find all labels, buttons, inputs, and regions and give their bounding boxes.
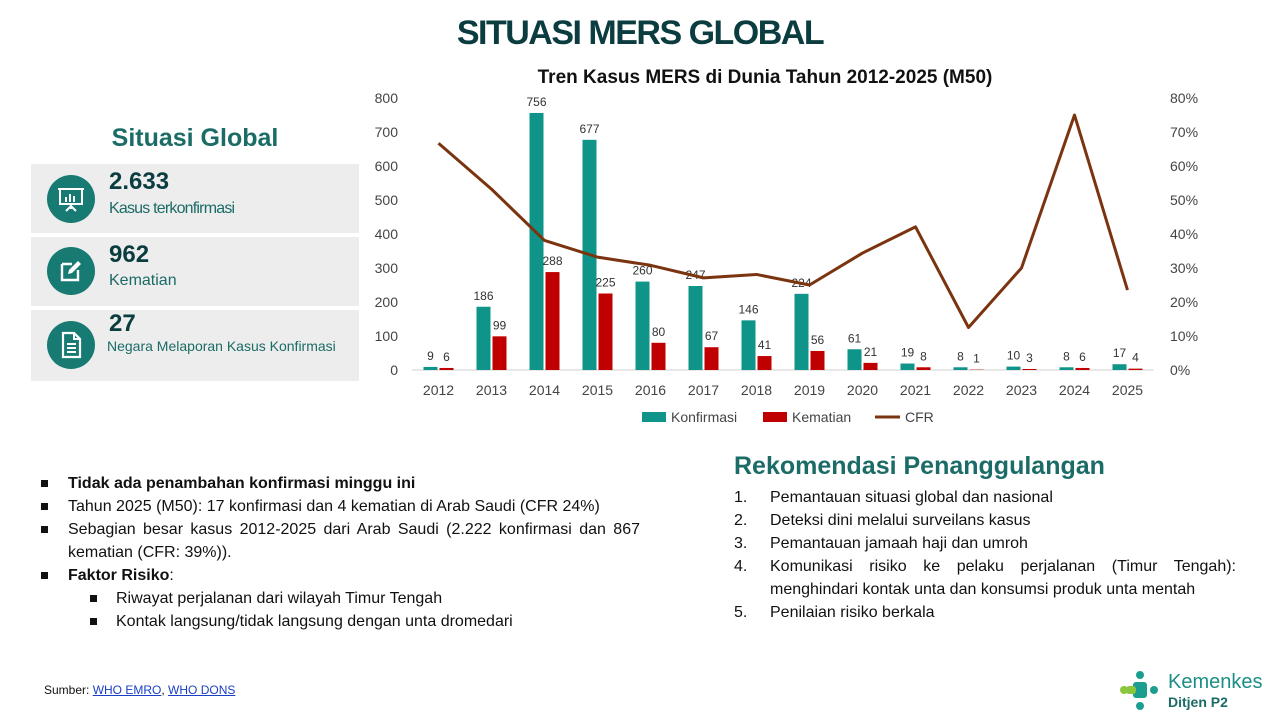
bar-kematian — [705, 347, 719, 370]
legend-swatch-kematian — [763, 412, 787, 422]
data-label-konfirmasi: 17 — [1112, 346, 1127, 361]
y2-axis-tick-label: 10% — [1170, 328, 1199, 344]
data-label-konfirmasi: 8 — [1063, 349, 1070, 364]
x-axis-tick-label: 2022 — [952, 382, 985, 398]
recommendations-list — [734, 486, 1236, 624]
bar-kematian — [1023, 369, 1037, 370]
recommendation-item — [734, 509, 1236, 532]
bar-konfirmasi — [795, 294, 809, 370]
data-label-konfirmasi: 186 — [473, 288, 494, 303]
recommendation-text: Komunikasi risiko ke pelaku perjalanan (Timur Tengah): menghindari kontak unta dan konsumsi produk unta mentah — [770, 558, 1236, 598]
data-label-kematian: 80 — [651, 324, 666, 339]
recommendation-text: Penilaian risiko berkala — [770, 604, 935, 621]
recommendation-item — [734, 486, 1236, 509]
y-axis-tick-label: 200 — [374, 294, 398, 310]
recommendation-text: Deteksi dini melalui surveilans kasus — [770, 512, 1031, 529]
x-axis-tick-label: 2020 — [846, 382, 879, 398]
bar-konfirmasi — [689, 286, 703, 370]
bar-konfirmasi — [636, 282, 650, 370]
bar-kematian — [1076, 368, 1090, 370]
page-title: SITUASI MERS GLOBAL — [456, 14, 824, 52]
y2-axis-tick-label: 60% — [1170, 158, 1199, 174]
bar-konfirmasi — [901, 364, 915, 370]
stat-card-countries — [31, 310, 359, 381]
bar-kematian — [493, 336, 507, 370]
y2-axis-tick-label: 40% — [1170, 226, 1199, 242]
data-label-konfirmasi: 756 — [526, 94, 547, 109]
edit-pen-icon — [47, 247, 95, 295]
stat-value-deaths: 962 — [109, 241, 150, 268]
kemenkes-logo — [1116, 668, 1276, 714]
data-label-konfirmasi: 260 — [632, 263, 653, 278]
stat-label-deaths: Kematian — [109, 272, 177, 289]
recommendation-number: 1. — [734, 489, 748, 506]
data-label-konfirmasi: 10 — [1006, 348, 1021, 363]
chart-title: Tren Kasus MERS di Dunia Tahun 2012-2025 (M50) — [537, 67, 993, 88]
bar-konfirmasi — [848, 349, 862, 370]
bullet-saudi-cases: Sebagian besar kasus 2012-2025 dari Arab Saudi (2.222 konfirmasi dan 867 kematian (CFR: 39%)). — [40, 518, 640, 564]
recommendation-number: 5. — [734, 604, 748, 621]
stat-label-countries: Negara Melaporan Kasus Konfirmasi — [107, 338, 336, 354]
source-separator: , — [161, 683, 169, 697]
bar-konfirmasi — [1007, 367, 1021, 370]
data-label-konfirmasi: 247 — [685, 268, 706, 283]
bar-kematian — [758, 356, 772, 370]
recommendation-item — [734, 601, 1236, 624]
recommendation-number: 4. — [734, 558, 748, 575]
key-points-list — [40, 472, 640, 633]
stat-card-deaths — [31, 237, 359, 306]
x-axis-tick-label: 2025 — [1111, 382, 1144, 398]
bar-konfirmasi — [1060, 367, 1074, 370]
data-label-kematian: 21 — [863, 344, 878, 359]
legend-swatch-konfirmasi — [642, 412, 666, 422]
source-link-who-dons[interactable]: WHO DONS — [168, 683, 236, 697]
bar-kematian — [917, 367, 931, 370]
bar-kematian — [546, 272, 560, 370]
data-label-kematian: 8 — [920, 349, 927, 364]
y-axis-tick-label: 100 — [374, 328, 398, 344]
x-axis-tick-label: 2016 — [634, 382, 667, 398]
data-label-kematian: 56 — [810, 332, 825, 347]
recommendation-number: 3. — [734, 535, 748, 552]
bar-kematian — [652, 343, 666, 370]
presentation-chart-icon — [47, 175, 95, 223]
risk-factors-label: Faktor Risiko — [68, 567, 170, 584]
y-axis-tick-label: 0 — [390, 362, 398, 378]
logo-subtitle: Ditjen P2 — [1168, 694, 1228, 710]
recommendation-text: Pemantauan jamaah haji dan umroh — [770, 535, 1028, 552]
x-axis-tick-label: 2018 — [740, 382, 773, 398]
recommendations-heading: Rekomendasi Penanggulangan — [734, 452, 1105, 480]
bullet-no-new-cases: Tidak ada penambahan konfirmasi minggu ini — [40, 472, 640, 495]
x-axis-tick-label: 2021 — [899, 382, 932, 398]
data-label-konfirmasi: 9 — [427, 348, 434, 363]
bar-kematian — [599, 294, 613, 371]
stat-card-confirmed — [31, 164, 359, 233]
bar-kematian — [864, 363, 878, 370]
kemenkes-logo-mark-icon — [1116, 668, 1162, 714]
bar-kematian — [1129, 369, 1143, 370]
sub-bullet-camel-contact: Kontak langsung/tidak langsung dengan unta dromedari — [40, 610, 640, 633]
recommendation-item — [734, 532, 1236, 555]
document-icon — [47, 321, 95, 369]
risk-factors-colon: : — [169, 567, 174, 584]
data-label-kematian: 6 — [443, 349, 450, 364]
bar-konfirmasi — [954, 367, 968, 370]
recommendation-item — [734, 555, 1236, 601]
recommendation-number: 2. — [734, 512, 748, 529]
x-axis-tick-label: 2024 — [1058, 382, 1091, 398]
x-axis-tick-label: 2013 — [475, 382, 508, 398]
x-axis-tick-label: 2014 — [528, 382, 561, 398]
logo-name: Kemenkes — [1168, 671, 1263, 693]
source-line — [44, 683, 235, 697]
y-axis-tick-label: 500 — [374, 192, 398, 208]
bar-konfirmasi — [742, 320, 756, 370]
stat-value-confirmed: 2.633 — [109, 168, 170, 195]
source-label: Sumber: — [44, 683, 93, 697]
data-label-kematian: 6 — [1079, 349, 1086, 364]
bar-kematian — [440, 368, 454, 370]
stat-label-confirmed: Kasus terkonfirmasi — [109, 200, 235, 217]
y2-axis-tick-label: 70% — [1170, 124, 1199, 140]
data-label-kematian: 41 — [757, 338, 772, 353]
data-label-konfirmasi: 146 — [738, 302, 759, 317]
data-label-kematian: 3 — [1026, 350, 1033, 365]
y-axis-tick-label: 700 — [374, 124, 398, 140]
data-label-kematian: 225 — [595, 275, 616, 290]
y-axis-tick-label: 600 — [374, 158, 398, 174]
data-label-konfirmasi: 677 — [579, 121, 600, 136]
data-label-konfirmasi: 224 — [791, 275, 812, 290]
y2-axis-tick-label: 50% — [1170, 192, 1199, 208]
y2-axis-tick-label: 0% — [1170, 362, 1191, 378]
stat-value-countries: 27 — [109, 310, 136, 337]
bar-konfirmasi — [530, 113, 544, 370]
y2-axis-tick-label: 80% — [1170, 90, 1199, 106]
data-label-kematian: 67 — [704, 329, 719, 344]
situasi-global-heading: Situasi Global — [111, 124, 279, 152]
data-label-konfirmasi: 61 — [847, 331, 862, 346]
legend-label-konfirmasi: Konfirmasi — [671, 409, 738, 425]
data-label-kematian: 4 — [1132, 350, 1139, 365]
data-label-konfirmasi: 19 — [900, 345, 915, 360]
bar-konfirmasi — [1113, 364, 1127, 370]
legend-label-cfr: CFR — [905, 409, 934, 425]
mers-trend-chart — [360, 86, 1199, 436]
y2-axis-tick-label: 20% — [1170, 294, 1199, 310]
recommendation-text: Pemantauan situasi global dan nasional — [770, 489, 1053, 506]
data-label-konfirmasi: 8 — [957, 349, 964, 364]
data-label-kematian: 1 — [973, 351, 980, 366]
data-label-kematian: 99 — [492, 318, 507, 333]
source-link-who-emro[interactable]: WHO EMRO — [92, 683, 162, 697]
legend-label-kematian: Kematian — [792, 409, 852, 425]
x-axis-tick-label: 2012 — [422, 382, 455, 398]
sub-bullet-travel: Riwayat perjalanan dari wilayah Timur Tengah — [40, 587, 640, 610]
x-axis-tick-label: 2023 — [1005, 382, 1038, 398]
bar-konfirmasi — [477, 307, 491, 370]
x-axis-tick-label: 2017 — [687, 382, 720, 398]
data-label-kematian: 288 — [542, 254, 563, 269]
y-axis-tick-label: 800 — [374, 90, 398, 106]
x-axis-tick-label: 2019 — [793, 382, 826, 398]
y-axis-tick-label: 300 — [374, 260, 398, 276]
bullet-2025-cases: Tahun 2025 (M50): 17 konfirmasi dan 4 kematian di Arab Saudi (CFR 24%) — [40, 495, 640, 518]
y2-axis-tick-label: 30% — [1170, 260, 1199, 276]
bar-konfirmasi — [424, 367, 438, 370]
x-axis-tick-label: 2015 — [581, 382, 614, 398]
bar-kematian — [811, 351, 825, 370]
bullet-risk-factors — [40, 564, 640, 587]
y-axis-tick-label: 400 — [374, 226, 398, 242]
